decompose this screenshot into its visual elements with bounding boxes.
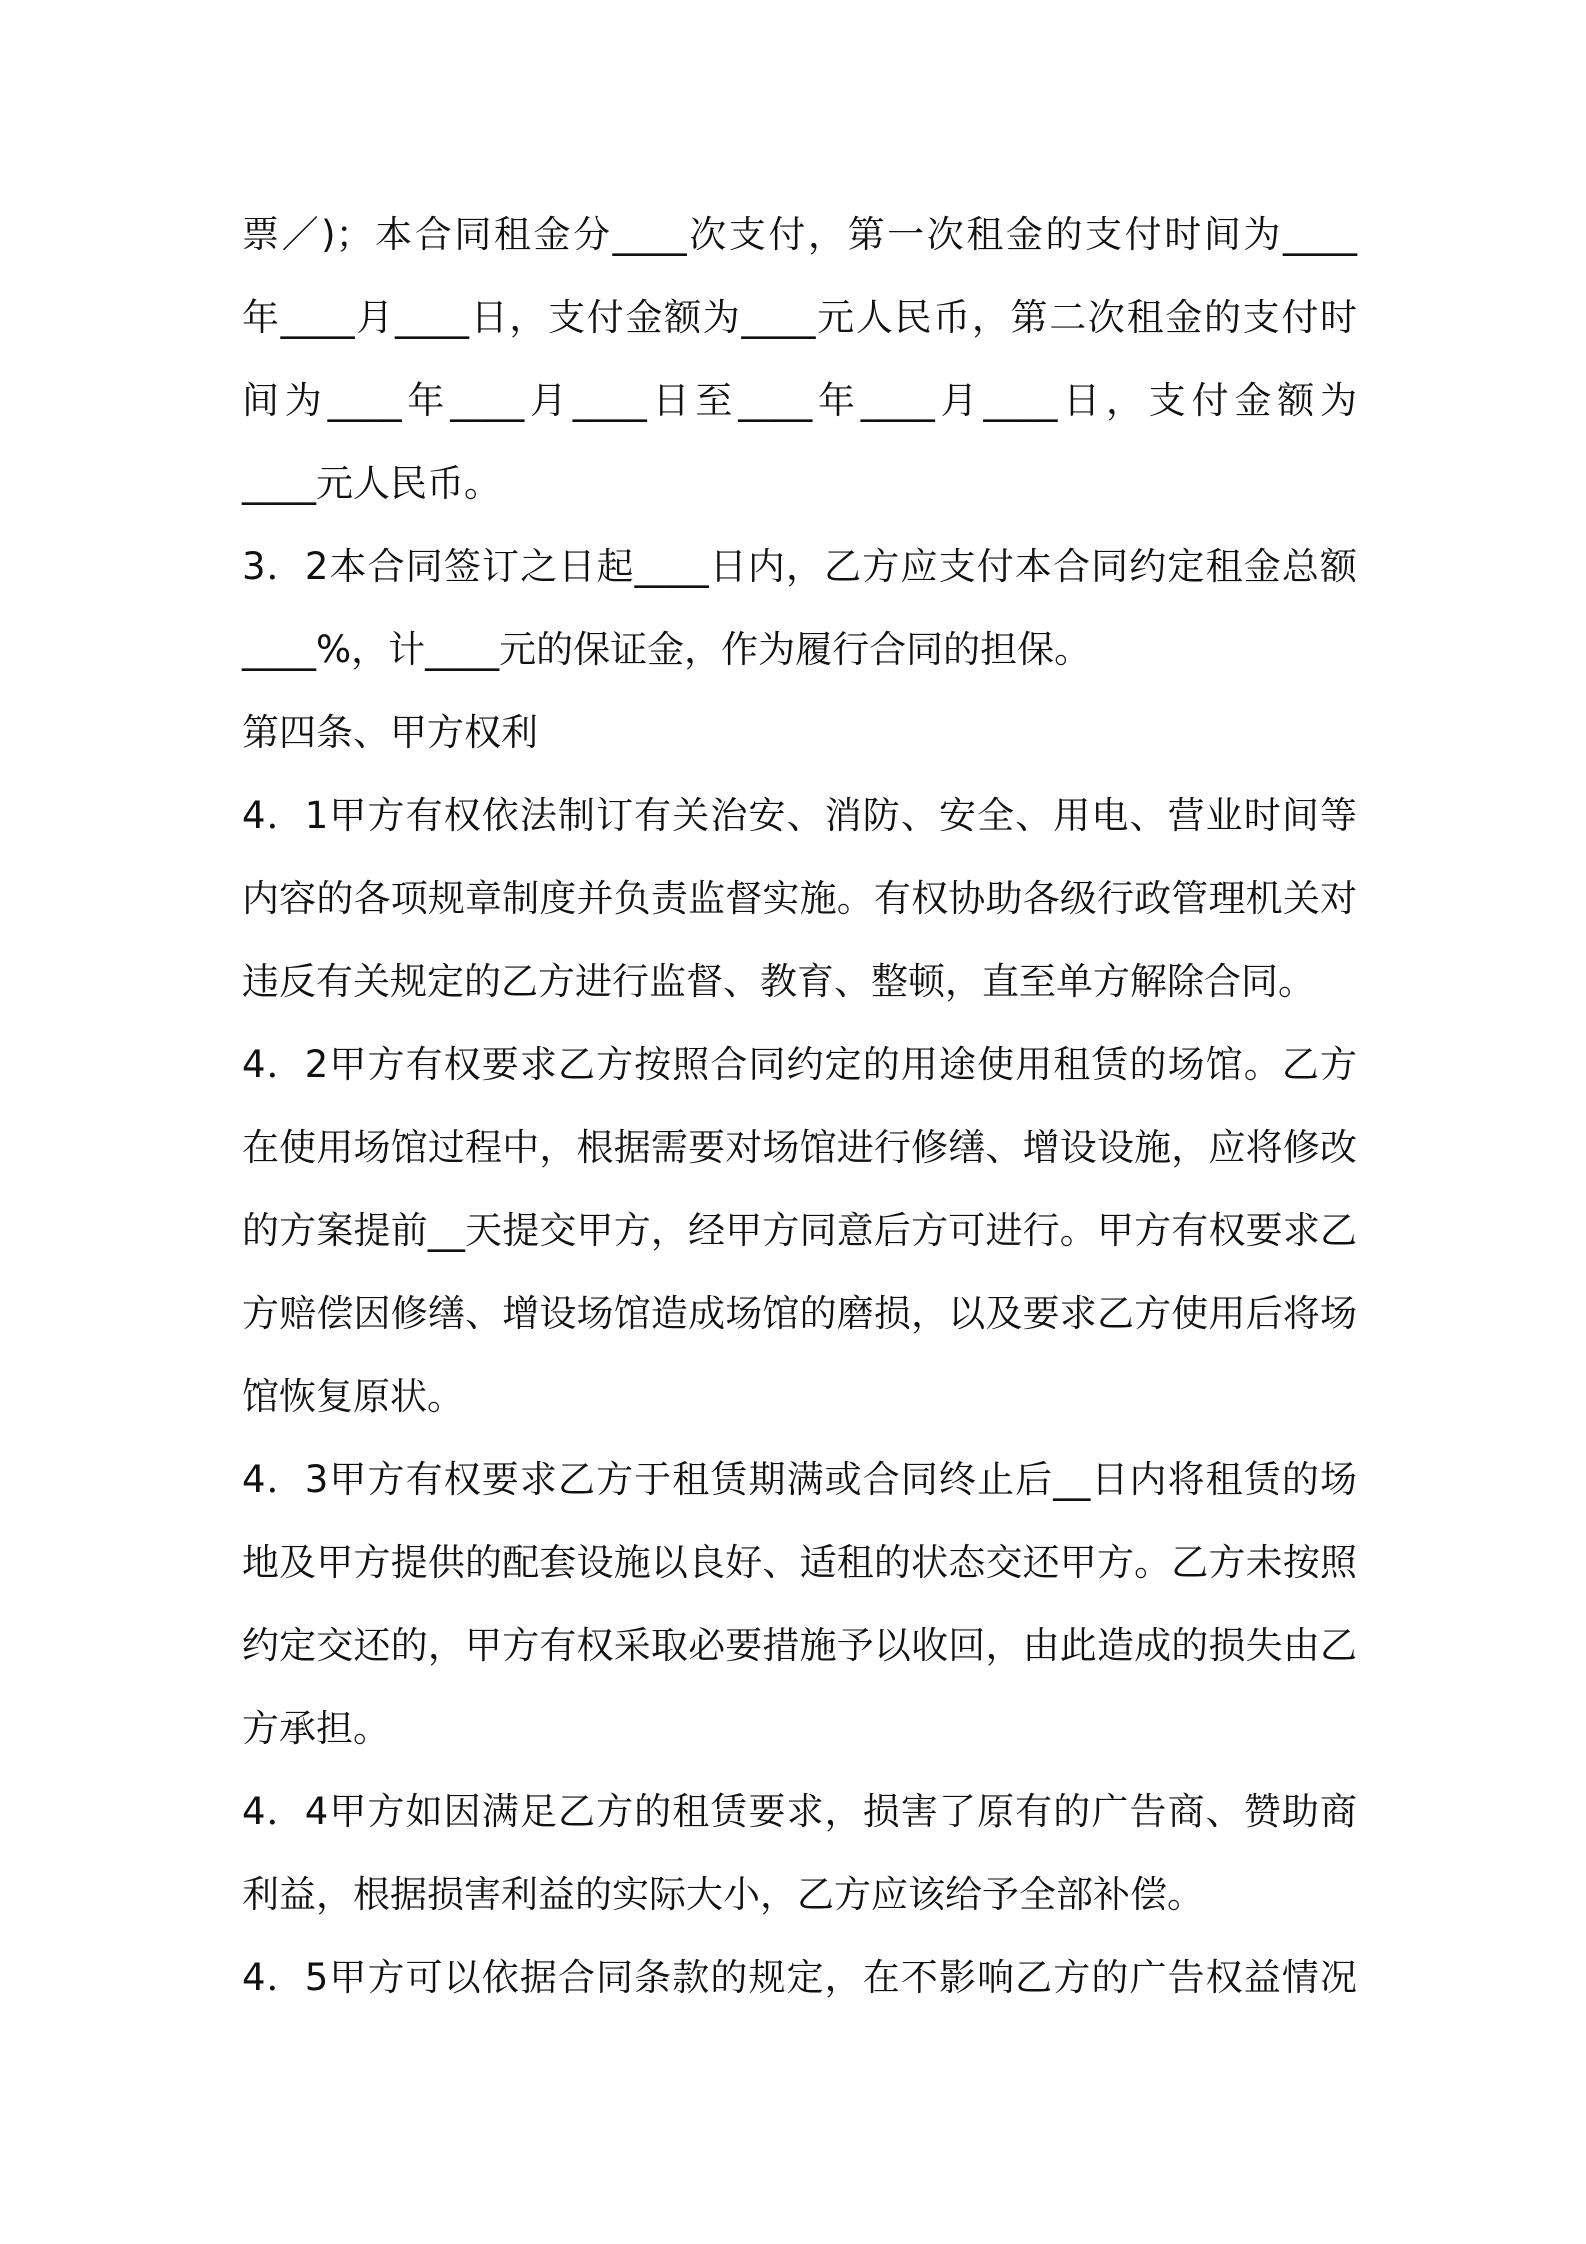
text-line: 年____月____日，支付金额为____元人民币，第二次租金的支付时	[242, 296, 1357, 339]
text-line: 4．1甲方有权依法制订有关治安、消防、安全、用电、营业时间等	[242, 794, 1357, 837]
text-line: 方赔偿因修缮、增设场馆造成场馆的磨损，以及要求乙方使用后将场	[242, 1292, 1357, 1335]
text-line: 馆恢复原状。	[242, 1375, 464, 1418]
text-line: 地及甲方提供的配套设施以良好、适租的状态交还甲方。乙方未按照	[242, 1541, 1357, 1584]
text-line: 在使用场馆过程中，根据需要对场馆进行修缮、增设设施，应将修改	[242, 1126, 1357, 1169]
text-line: 约定交还的，甲方有权采取必要措施予以收回，由此造成的损失由乙	[242, 1624, 1357, 1667]
text-line: 利益，根据损害利益的实际大小，乙方应该给予全部补偿。	[242, 1873, 1204, 1916]
text-line: ____元人民币。	[242, 462, 501, 505]
text-line: 方承担。	[242, 1707, 390, 1750]
text-line: 票／)；本合同租金分____次支付，第一次租金的支付时间为____	[242, 213, 1357, 256]
text-line: 4．5甲方可以依据合同条款的规定，在不影响乙方的广告权益情况	[242, 1956, 1357, 1999]
text-line: ____%，计____元的保证金，作为履行合同的担保。	[242, 628, 1092, 671]
text-line: 违反有关规定的乙方进行监督、教育、整顿，直至单方解除合同。	[242, 960, 1315, 1003]
text-line: 内容的各项规章制度并负责监督实施。有权协助各级行政管理机关对	[242, 877, 1357, 920]
text-line: 4．2甲方有权要求乙方按照合同约定的用途使用租赁的场馆。乙方	[242, 1043, 1357, 1086]
text-line: 间为____年____月____日至____年____月____日，支付金额为	[242, 379, 1357, 422]
text-line: 3．2本合同签订之日起____日内，乙方应支付本合同约定租金总额	[242, 545, 1357, 588]
text-line: 4．3甲方有权要求乙方于租赁期满或合同终止后__日内将租赁的场	[242, 1458, 1357, 1501]
text-line: 4．4甲方如因满足乙方的租赁要求，损害了原有的广告商、赞助商	[242, 1790, 1357, 1833]
section-heading: 第四条、甲方权利	[242, 711, 538, 754]
text-line: 的方案提前__天提交甲方，经甲方同意后方可进行。甲方有权要求乙	[242, 1209, 1357, 1252]
